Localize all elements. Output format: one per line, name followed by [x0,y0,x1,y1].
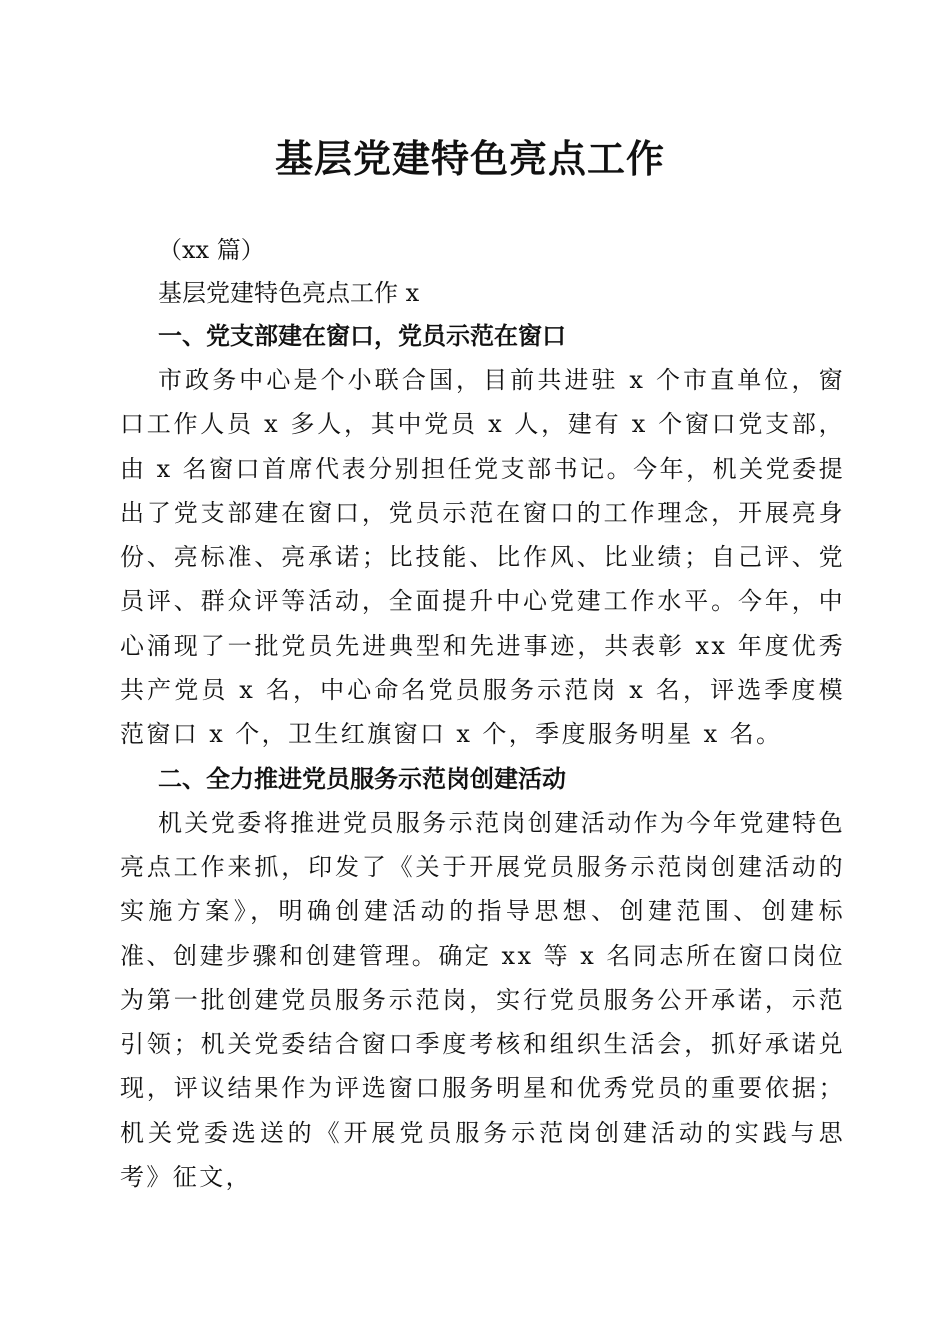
section-heading-1: 一、党支部建在窗口，党员示范在窗口 [158,322,566,350]
section-heading-2: 二、全力推进党员服务示范岗创建活动 [158,764,566,793]
document-label: 基层党建特色亮点工作 x [158,279,420,307]
document-subtitle: （xx 篇） [158,236,265,264]
document-title: 基层党建特色亮点工作 [274,136,665,181]
section-paragraph-1: 市政务中心是个小联合国，目前共进驻 x 个市直单位，窗口工作人员 x 多人，其中党员 x 人，建有 x 个窗口党支部，由 x 名窗口首席代表分别担任党支部书记。今年，机关党委提出了党支部建在窗口，党员示范在窗口的工作理念，开展亮身份、亮标准、亮承诺；比技能、比作风、比业绩；自己评、党员评、群众评等活动，全面提升中心党建工作水平。今年，中心涌现了一批党员先进典型和先进事迹，共表彰 xx 年度优秀共产党员 x 名，中心命名党员服务示范岗 x 名，评选季度模范窗口 x 个，卫生红旗窗口 x 个，季度服务明星 x 名。 [120,366,845,749]
document-body [120,230,845,1199]
section-paragraph-2: 机关党委将推进党员服务示范岗创建活动作为今年党建特色亮点工作来抓，印发了《关于开展党员服务示范岗创建活动的实施方案》，明确创建活动的指导思想、创建范围、创建标准、创建步骤和创建管理。确定 xx 等 x 名同志所在窗口岗位为第一批创建党员服务示范岗，实行党员服务公开承诺，示范引领；机关党委结合窗口季度考核和组织生活会，抓好承诺兑现，评议结果作为评选窗口服务明星和优秀党员的重要依据；机关党委选送的《开展党员服务示范岗创建活动的实践与思考》征文， [120,808,845,1192]
